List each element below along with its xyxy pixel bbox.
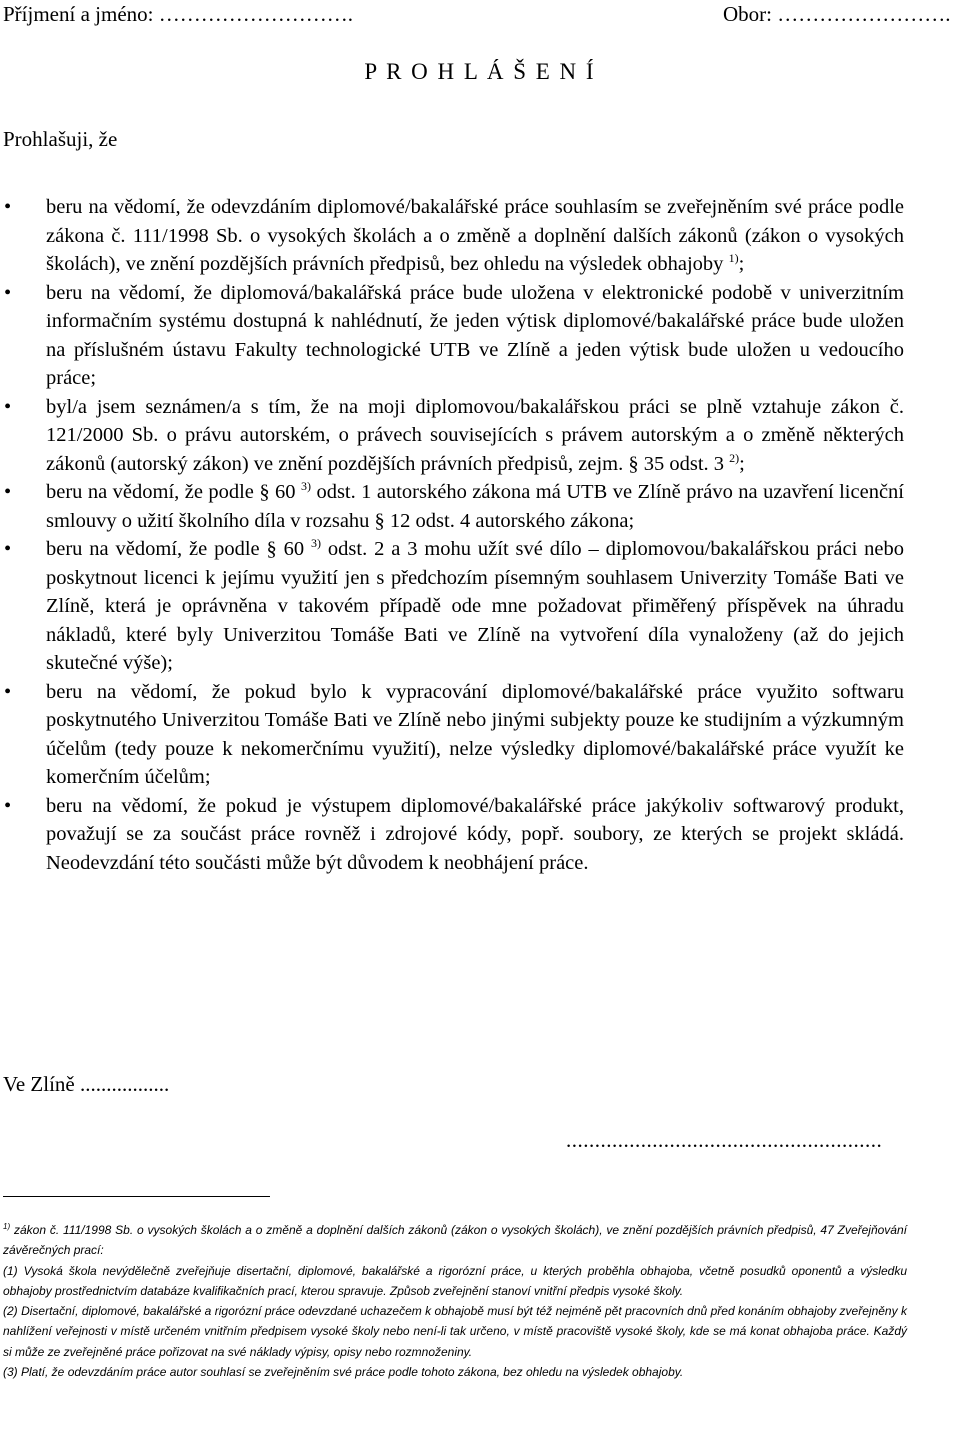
declaration-text: beru na vědomí, že podle § 60: [46, 481, 296, 503]
header-row: [3, 0, 960, 30]
declaration-end: ;: [739, 452, 745, 475]
declaration-item: [0, 678, 904, 792]
bullet-icon: •: [4, 794, 12, 817]
declaration-item: [0, 393, 904, 479]
declaration-end: odst. 1 autorského zákona má UTB ve Zlíně právo na uzavření licenční smlouvy o užití školního díla v rozsahu § 12 odst. 4 autorského zákona;: [46, 481, 904, 532]
intro-text: Prohlašuji, že: [3, 127, 118, 151]
footnote-1-text: zákon č. 111/1998 Sb. o vysokých školách a o změně a doplnění dalších zákonů (zákon o vysokých školách), ve znění pozdějších právních předpisů, 47 Zveřejňování závěrečných prací:: [3, 1223, 907, 1258]
declaration-item: [0, 193, 904, 279]
declaration-text: byl/a jsem seznámen/a s tím, že na moji diplomovou/bakalářskou práci se plně vztahuje zákon č. 121/2000 Sb. o právu autorském, o právech souvisejících s právem autorským a o změně některých zákonů (autorský zákon) ve znění pozdějších právních předpisů, zejm. § 35 odst. 3: [46, 395, 904, 475]
footnote-mark: 1): [3, 1222, 11, 1231]
bullet-icon: •: [4, 395, 12, 418]
name-field-label: Příjmení a jméno: ……………………….: [3, 2, 353, 26]
declaration-text: beru na vědomí, že pokud bylo k vypracování diplomové/bakalářské práce využito softwaru poskytnutého Univerzitou Tomáše Bati ve Zlíně nebo jinými subjekty pouze ke studijním a výzkumným účelům (tedy pouze k nekomerčnímu využití), nelze výsledky diplomové/bakalářské práce využít ke komerčním účelům;: [46, 680, 904, 788]
footnote-ref: 3): [301, 479, 311, 493]
footnote-divider: [3, 1196, 270, 1197]
footnote-paragraph-1: (1) Vysoká škola nevýdělečně zveřejňuje disertační, diplomové, bakalářské a rigorózní práce, u kterých proběhla obhajoba, včetně posudků oponentů a výsledku obhajoby prostřednictvím databáze kvalifikačních prací, kterou spravuje. Způsob zveřejnění stanoví vnitřní předpis vysoké školy.: [3, 1263, 907, 1298]
bullet-icon: •: [4, 481, 12, 503]
study-field-label: Obor: …………………….: [723, 2, 951, 26]
page-title: P R O H L Á Š E N Í: [364, 59, 596, 84]
bullet-icon: •: [4, 281, 12, 304]
footnote-paragraph-2: (2) Disertační, diplomové, bakalářské a rigorózní práce odevzdané uchazečem k obhajobě musí být též nejméně pět pracovních dnů před konáním obhajoby zveřejněny k nahlížení veřejnosti v místě určeném vnitřním předpisem vysoké školy nebo není-li tak určeno, v místě pracoviště vysoké školy, kde se má konat obhajoba práce. Každý si může ze zveřejněné práce pořizovat na své náklady výpisy, opisy nebo rozmnoženiny.: [3, 1304, 907, 1359]
footnote-ref: 3): [311, 536, 322, 550]
declaration-end: odst. 2 a 3 mohu užít své dílo – diplomovou/bakalářskou práci nebo poskytnout licenci k jejímu využití jen s předchozím písemným souhlasem Univerzity Tomáše Bati ve Zlíně, která je oprávněna v takovém případě ode mne požadovat přiměřený příspěvek na úhradu nákladů, které byly Univerzitou Tomáše Bati ve Zlíně na vytvoření díla vynaloženy (až do jejich skutečné výše);: [46, 538, 905, 674]
declaration-text: beru na vědomí, že diplomová/bakalářská práce bude uložena v elektronické podobě v univerzitním informačním systému dostupná k nahlédnutí, že jeden výtisk diplomové/bakalářské práce bude uložen na příslušném ústavu Fakulty technologické UTB ve Zlíně a jeden výtisk bude uložen u vedoucího práce;: [46, 281, 904, 389]
declaration-list: [0, 193, 904, 877]
bullet-icon: •: [4, 538, 12, 560]
bullet-icon: •: [4, 680, 12, 703]
declaration-end: ;: [738, 253, 745, 275]
footnote-ref: 2): [729, 450, 740, 465]
declaration-item: [0, 279, 904, 393]
footnote-paragraph-3: (3) Platí, že odevzdáním práce autor souhlasí se zveřejněním své práce podle tohoto zákona, bez ohledu na výsledek obhajoby.: [3, 1365, 684, 1380]
footnote-1: [3, 1220, 907, 1261]
place-date-line: Ve Zlíně .................: [3, 1072, 170, 1096]
declaration-item: [0, 792, 904, 878]
signature-line: .......................................................: [566, 1128, 883, 1152]
declaration-item: [0, 535, 904, 678]
footnotes: [3, 1220, 907, 1382]
bullet-icon: •: [4, 196, 12, 218]
declaration-text: beru na vědomí, že pokud je výstupem diplomové/bakalářské práce jakýkoliv softwarový produkt, považují se za součást práce rovněž i zdrojové kódy, popř. soubory, ze kterých se projekt skládá. Neodevzdání této součásti může být důvodem k neobhájení práce.: [46, 794, 904, 874]
declaration-text: beru na vědomí, že podle § 60: [46, 538, 305, 560]
declaration-text: beru na vědomí, že odevzdáním diplomové/bakalářské práce souhlasím se zveřejněním své práce podle zákona č. 111/1998 Sb. o vysokých školách a o změně a doplnění dalších zákonů (zákon o vysokých školách), ve znění pozdějších právních předpisů, bez ohledu na výsledek obhajoby: [46, 196, 904, 275]
declaration-item: [0, 478, 904, 535]
footnote-ref: 1): [728, 251, 739, 265]
